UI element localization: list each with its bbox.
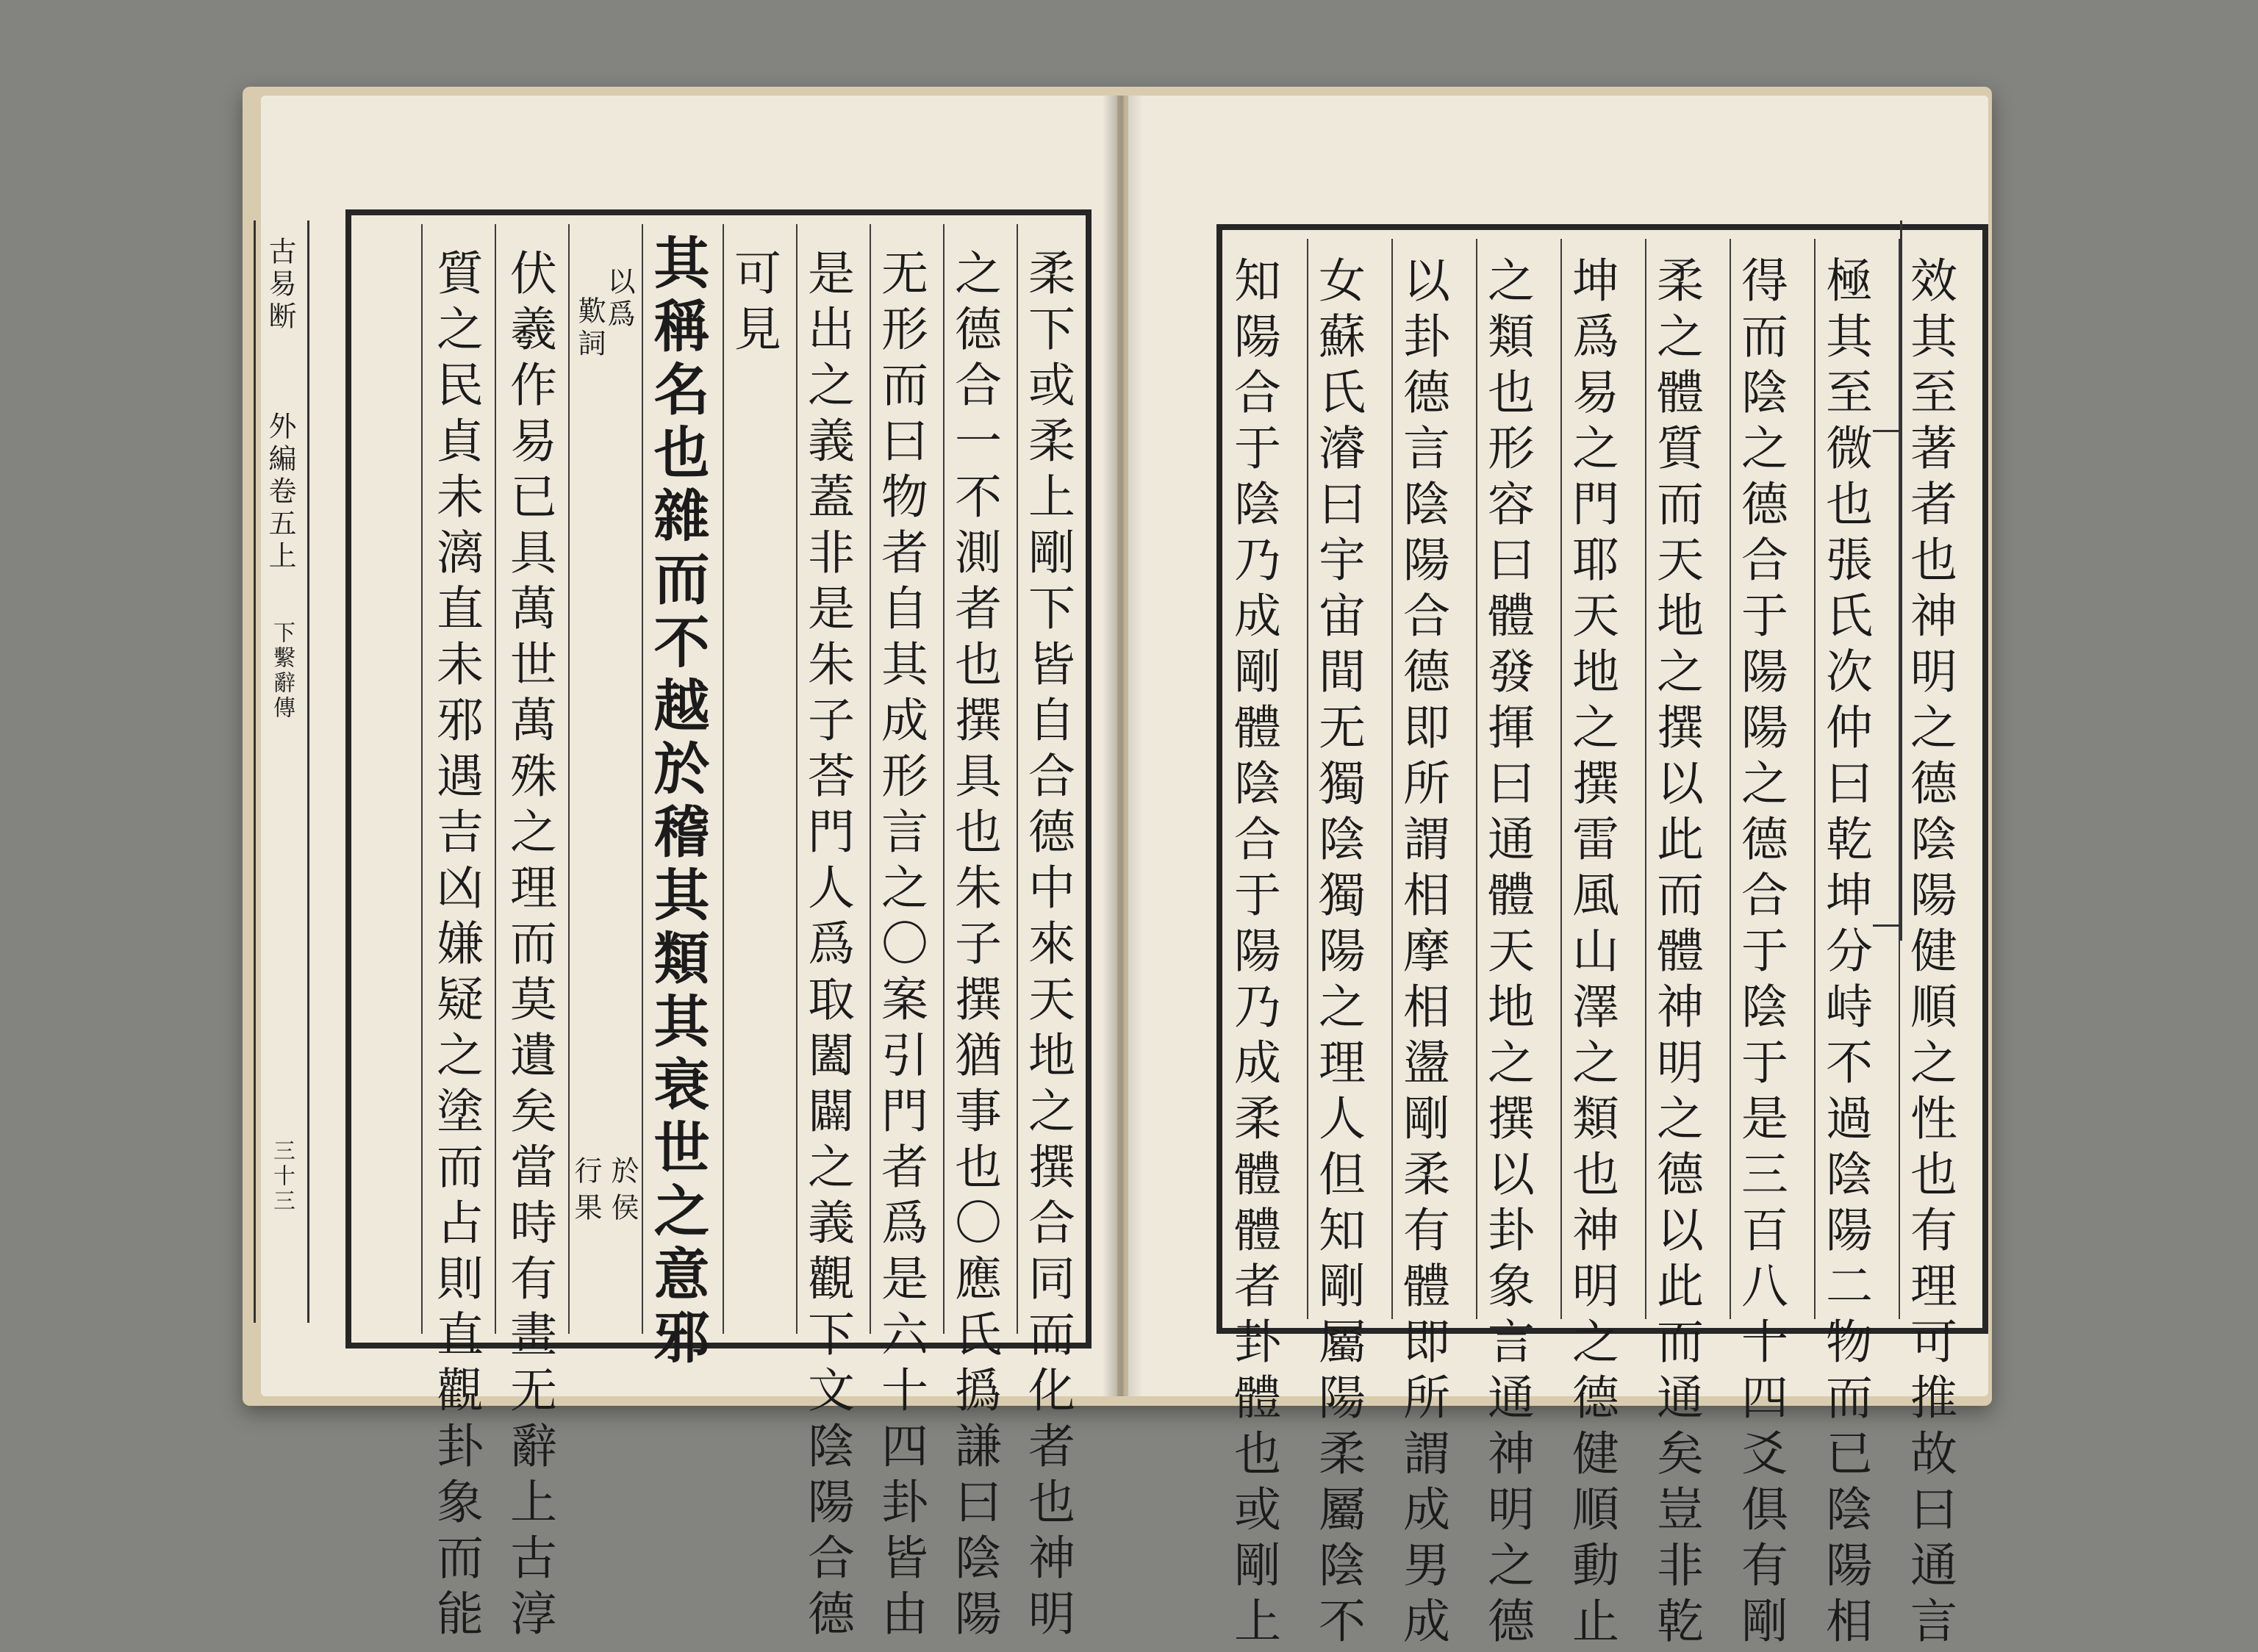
left-column-4: 是出之義蓋非是朱子荅門人爲取闔闢之義觀下文陰陽合德 <box>800 248 854 1645</box>
right-column-3: 得而陰之德合于陽陽之德合于陰于是三百八十四爻俱有剛 <box>1733 256 1788 1652</box>
left-column-8: 質之民貞未漓直未邪遇吉凶嫌疑之塗而占則直觀卦象而能 <box>429 248 483 1645</box>
left-note-2: 歎詞 <box>573 296 606 361</box>
left-column-6: 其稱名也雜而不越於稽其類其衰世之意邪 <box>645 234 710 1371</box>
right-column-6: 之類也形容曰體發揮曰通體天地之撰以卦象言通神明之德 <box>1480 256 1534 1652</box>
right-column-2: 極其至微也張氏次仲曰乾坤分峙不過陰陽二物而已陰陽相 <box>1818 256 1872 1652</box>
right-column-7: 以卦德言陰陽合德即所謂相摩相盪剛柔有體即所謂成男成 <box>1395 256 1449 1652</box>
left-column-3: 无形而曰物者自其成形言之〇案引門者爲是六十四卦皆由 <box>873 248 928 1645</box>
left-text-frame <box>345 209 1092 1645</box>
volume-label: 外編卷五上 <box>264 412 296 573</box>
small-note-2: 侯 <box>606 1193 639 1225</box>
right-column-8: 女蘇氏濬曰宇宙間无獨陰獨陽之理人但知剛屬陽柔屬陰不 <box>1311 256 1365 1652</box>
book-gutter <box>1103 96 1143 1396</box>
fold-mark <box>1900 220 1939 941</box>
section-label: 下繫辭傳 <box>269 621 295 721</box>
left-note-1: 以爲 <box>603 267 635 331</box>
book-title: 古易断 <box>264 237 296 334</box>
left-column-1: 柔下或柔上剛下皆自合德中來天地之撰合同而化者也神明 <box>1020 248 1075 1645</box>
right-column-5: 坤爲易之門耶天地之撰雷風山澤之類也神明之德健順動止 <box>1564 256 1619 1652</box>
left-column-2: 之德合一不測者也撰具也朱子撰猶事也〇應氏撝謙曰陰陽 <box>947 248 1001 1645</box>
right-text-frame <box>1216 224 1988 1652</box>
small-note-1: 於 <box>606 1156 639 1188</box>
right-column-9: 知陽合于陰乃成剛體陰合于陽乃成柔體體者卦體也或剛上 <box>1226 256 1280 1652</box>
right-column-1: 效其至著者也神明之德陰陽健順之性也有理可推故曰通言 <box>1902 256 1957 1652</box>
left-column-7: 伏羲作易已具萬世萬殊之理而莫遺矣當時有畫无辭上古淳 <box>502 248 556 1645</box>
left-column-5: 可見 <box>726 248 781 360</box>
small-note-3: 行 <box>570 1156 602 1188</box>
page-number: 三十三 <box>269 1139 295 1214</box>
right-column-4: 柔之體質而天地之撰以此而體神明之德以此而通矣豈非乾 <box>1649 256 1703 1652</box>
running-head-column <box>254 220 309 1323</box>
small-note-4: 果 <box>570 1193 602 1225</box>
